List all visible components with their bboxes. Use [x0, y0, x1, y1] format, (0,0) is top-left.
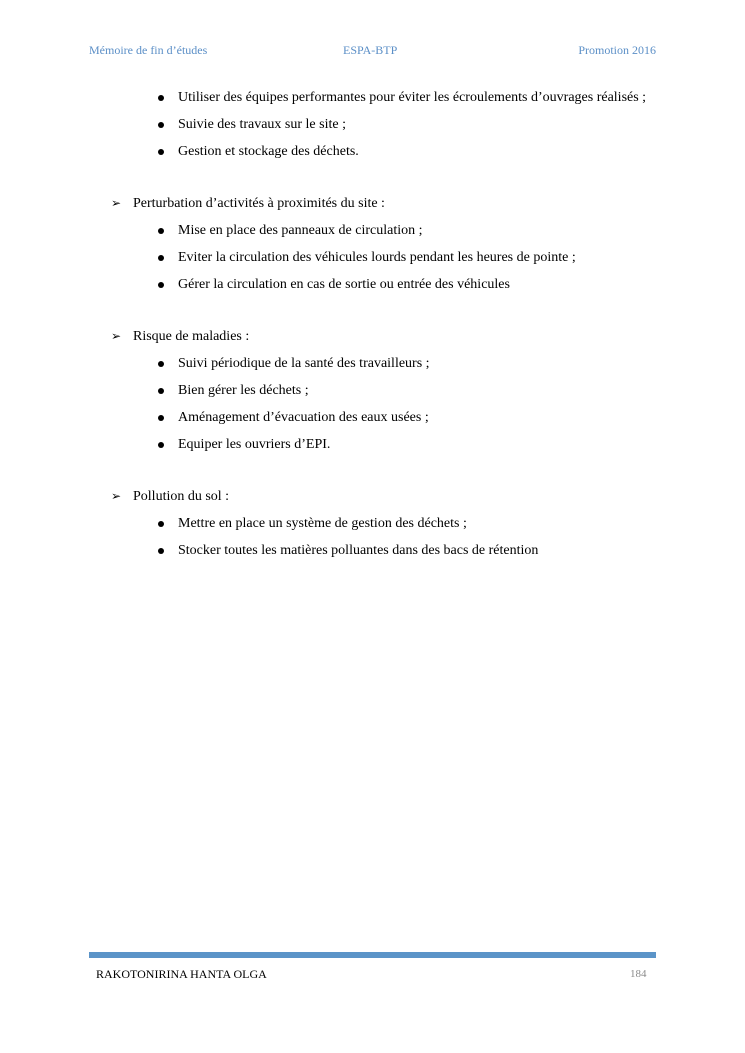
section-pollution — [0, 483, 745, 564]
list-item — [0, 404, 745, 431]
bullet-icon — [158, 521, 164, 527]
list-item — [0, 377, 745, 404]
list-item — [0, 537, 745, 564]
list-item-text: Mettre en place un système de gestion des déchets ; — [178, 516, 467, 531]
continuation-list — [0, 84, 745, 165]
list-item — [0, 350, 745, 377]
section-heading — [0, 323, 745, 350]
list-item — [0, 244, 745, 271]
bullet-icon — [158, 149, 164, 155]
section-heading — [0, 483, 745, 510]
list-item — [0, 217, 745, 244]
list-item — [0, 271, 745, 298]
list-item-text: Mise en place des panneaux de circulation ; — [178, 223, 423, 238]
list-item-text: Bien gérer les déchets ; — [178, 383, 309, 398]
section-perturbation — [0, 190, 745, 298]
section-heading — [0, 190, 745, 217]
section-title: Perturbation d’activités à proximités du site : — [133, 196, 385, 211]
section-title: Risque de maladies : — [133, 329, 250, 344]
list-item-text: Aménagement d’évacuation des eaux usées ; — [178, 410, 429, 425]
list-item — [0, 510, 745, 537]
bullet-icon — [158, 415, 164, 421]
document-body — [0, 84, 745, 564]
list-item-text: Eviter la circulation des véhicules lourds pendant les heures de pointe ; — [178, 250, 576, 265]
list-item-text: Utiliser des équipes performantes pour éviter les écroulements d’ouvrages réalisés ; — [178, 90, 647, 105]
bullet-icon — [158, 228, 164, 234]
list-item-text: Suivie des travaux sur le site ; — [178, 117, 346, 132]
arrow-bullet-icon: ➢ — [111, 489, 122, 503]
header-left-text: Mémoire de fin d’études — [89, 43, 208, 57]
list-item — [0, 84, 745, 111]
header-center-text: ESPA-BTP — [343, 43, 398, 57]
arrow-bullet-icon: ➢ — [111, 329, 122, 343]
section-title: Pollution du sol : — [133, 489, 230, 504]
section-maladies — [0, 323, 745, 458]
page-header — [89, 43, 656, 59]
list-item-text: Gestion et stockage des déchets. — [178, 144, 359, 159]
bullet-icon — [158, 388, 164, 394]
header-right-text: Promotion 2016 — [578, 43, 656, 57]
bullet-icon — [158, 282, 164, 288]
arrow-bullet-icon: ➢ — [111, 196, 122, 210]
list-item-text: Stocker toutes les matières polluantes dans des bacs de rétention — [178, 543, 539, 558]
list-item-text: Suivi périodique de la santé des travailleurs ; — [178, 356, 430, 371]
bullet-icon — [158, 255, 164, 261]
bullet-icon — [158, 548, 164, 554]
footer-author: RAKOTONIRINA HANTA OLGA — [96, 967, 267, 981]
bullet-icon — [158, 95, 164, 101]
list-item — [0, 111, 745, 138]
bullet-icon — [158, 122, 164, 128]
list-item — [0, 431, 745, 458]
bullet-icon — [158, 442, 164, 448]
page-number: 184 — [630, 968, 647, 980]
list-item — [0, 138, 745, 165]
list-item-text: Gérer la circulation en cas de sortie ou entrée des véhicules — [178, 277, 510, 292]
bullet-icon — [158, 361, 164, 367]
footer-divider-bar — [89, 952, 656, 958]
list-item-text: Equiper les ouvriers d’EPI. — [178, 437, 331, 452]
